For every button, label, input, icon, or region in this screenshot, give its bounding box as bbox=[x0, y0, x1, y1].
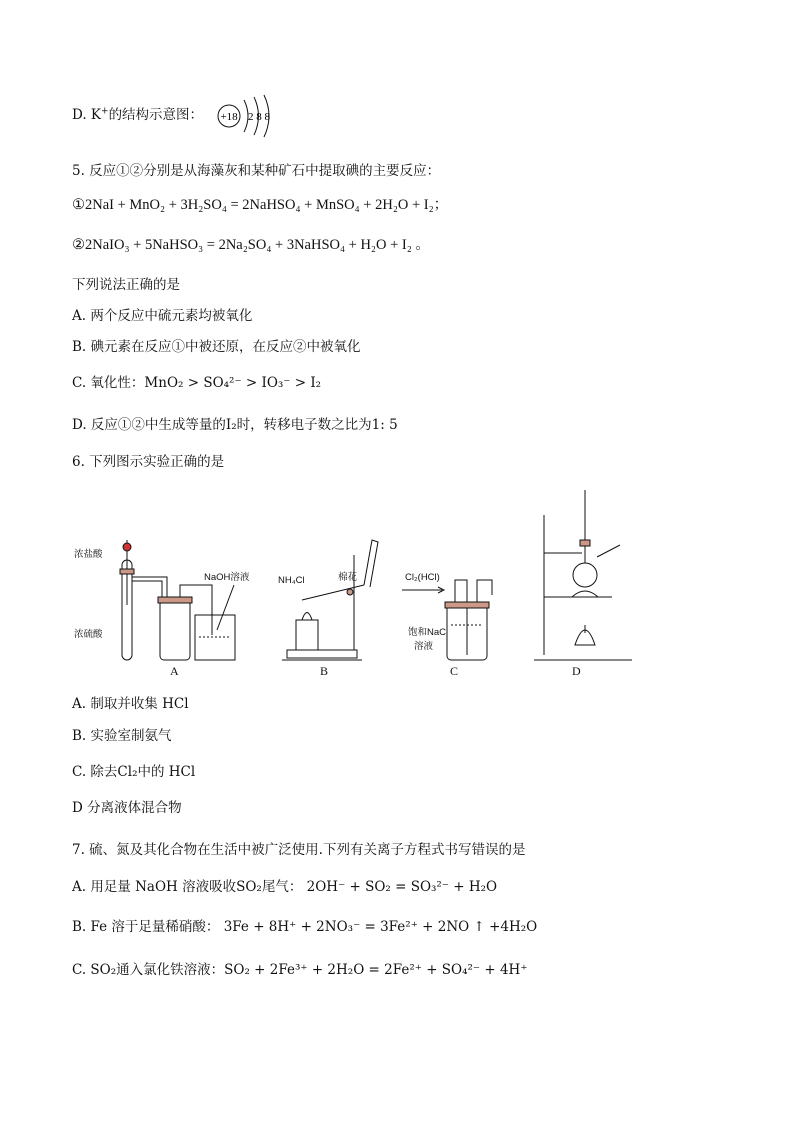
label-cl2-hcl: Cl₂(HCl) bbox=[405, 572, 440, 583]
q5-option-b: B. 碘元素在反应①中被还原，在反应②中被氧化 bbox=[72, 339, 361, 355]
label-sat-nacl: 饱和NaCl bbox=[408, 627, 449, 638]
q6-apparatus-figure bbox=[72, 485, 632, 680]
label-naoh: NaOH溶液 bbox=[204, 572, 250, 583]
q6-option-b: B. 实验室制氨气 bbox=[72, 728, 172, 744]
label-conc-h2so4: 浓硫酸 bbox=[74, 629, 103, 640]
q6-option-c: C. 除去Cl₂中的 HCl bbox=[72, 764, 196, 780]
q5-stem: 5. 反应①②分别是从海藻灰和某种矿石中提取碘的主要反应： bbox=[72, 163, 441, 179]
q4-d-sup: + bbox=[101, 106, 109, 117]
q5-ask: 下列说法正确的是 bbox=[72, 277, 180, 293]
q5-option-d: D. 反应①②中生成等量的I₂时，转移电子数之比为1: 5 bbox=[72, 417, 398, 433]
shell-electrons: 2 8 8 bbox=[248, 111, 270, 123]
q7-option-c: C. SO₂通入氯化铁溶液：SO₂ + 2Fe³⁺ + 2H₂O = 2Fe²⁺ + SO₄²⁻ + 4H⁺ bbox=[72, 962, 528, 978]
caption-d: D bbox=[572, 664, 581, 678]
apparatus-svg bbox=[72, 485, 632, 680]
q7-option-a: A. 用足量 NaOH 溶液吸收SO₂尾气： 2OH⁻ + SO₂ = SO₃²⁻ + H₂O bbox=[72, 879, 498, 895]
q5-reaction-1: ①2NaI + MnO₂ + 3H₂SO₄ = 2NaHSO₄ + MnSO₄ + 2H₂O + I₂； bbox=[72, 197, 449, 213]
k-ion-structure-diagram bbox=[216, 94, 296, 138]
q5-reaction-2: ②2NaIO₃ + 5NaHSO₃ = 2Na₂SO₄ + 3NaHSO₄ + H₂O + I₂ 。 bbox=[72, 237, 430, 253]
q6-option-d: D 分离液体混合物 bbox=[72, 800, 182, 816]
label-solution: 溶液 bbox=[414, 641, 434, 652]
caption-c: C bbox=[450, 664, 459, 678]
q4-d-suffix: 的结构示意图： bbox=[108, 107, 204, 123]
q7-stem: 7. 硫、氮及其化合物在生活中被广泛使用.下列有关离子方程式书写错误的是 bbox=[72, 842, 526, 858]
caption-a: A bbox=[170, 664, 179, 678]
label-nh4cl: NH₄Cl bbox=[278, 575, 305, 586]
q6-stem: 6. 下列图示实验正确的是 bbox=[72, 454, 225, 470]
q4-option-d bbox=[72, 106, 203, 124]
q5-option-a: A. 两个反应中硫元素均被氧化 bbox=[72, 308, 253, 324]
q5-option-c: C. 氧化性：MnO₂ > SO₄²⁻ > IO₃⁻ > I₂ bbox=[72, 375, 322, 391]
q4-d-prefix: D. K bbox=[72, 107, 102, 123]
label-conc-hcl: 浓盐酸 bbox=[74, 549, 103, 560]
q7-option-b: B. Fe 溶于足量稀硝酸： 3Fe + 8H⁺ + 2NO₃⁻ = 3Fe²⁺ + 2NO ↑ +4H₂O bbox=[72, 919, 538, 935]
q6-option-a: A. 制取并收集 HCl bbox=[72, 696, 189, 712]
nucleus-label: +18 bbox=[220, 111, 238, 123]
label-cotton: 棉花 bbox=[338, 572, 358, 583]
caption-b: B bbox=[320, 664, 329, 678]
